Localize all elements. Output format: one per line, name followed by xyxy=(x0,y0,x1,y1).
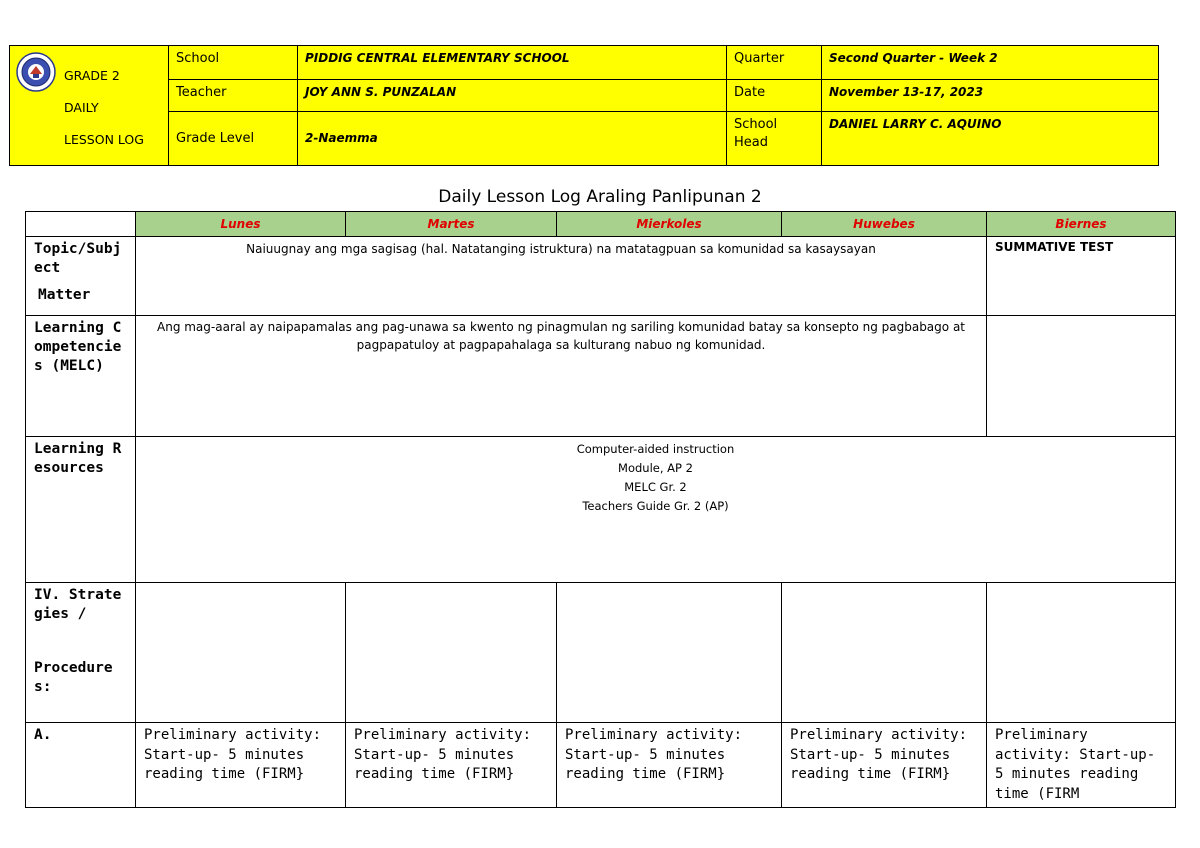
grade-label: Grade Level xyxy=(169,112,298,166)
resources-label: Learning Resources xyxy=(26,437,136,583)
date-value: November 13-17, 2023 xyxy=(822,80,1159,112)
resource-item: MELC Gr. 2 xyxy=(624,480,687,494)
corner-cell xyxy=(26,212,136,237)
resources-row xyxy=(26,437,1176,583)
brand-line: DAILY xyxy=(64,100,99,115)
head-label: School Head xyxy=(727,112,822,166)
topic-text: Naiuugnay ang mga sagisag (hal. Natatanging istruktura) na matatagpuan sa komunidad sa kasaysayan xyxy=(136,237,987,316)
grade-value: 2-Naemma xyxy=(298,112,727,166)
date-label: Date xyxy=(727,80,822,112)
competencies-label: Learning Competencies (MELC) xyxy=(26,316,136,437)
competencies-text: Ang mag-aaral ay naipapamalas ang pag-unawa sa kwento ng pinagmulan ng sariling komunidad batay sa konsepto ng pagbabago at pagpapatuloy at pagpapahalaga sa kulturang nabuo ng komunidad. xyxy=(136,316,987,437)
empty-cell xyxy=(136,583,346,723)
days-row xyxy=(26,212,1176,237)
teacher-label: Teacher xyxy=(169,80,298,112)
strategies-label-line: Procedures: xyxy=(34,660,113,695)
day-header: Huwebes xyxy=(782,212,987,237)
teacher-value: JOY ANN S. PUNZALAN xyxy=(298,80,727,112)
quarter-value: Second Quarter - Week 2 xyxy=(822,46,1159,80)
day-header: Lunes xyxy=(136,212,346,237)
activity-cell: Preliminary activity: Start-up- 5 minutes reading time (FIRM} xyxy=(557,723,782,808)
resources-list xyxy=(136,437,1176,583)
topic-row xyxy=(26,237,1176,316)
header-table xyxy=(9,45,1159,166)
day-header: Biernes xyxy=(987,212,1176,237)
summative-test: SUMMATIVE TEST xyxy=(987,237,1176,316)
topic-label-line: Topic/Subject xyxy=(34,241,122,276)
activity-cell: Preliminary activity: Start-up- 5 minutes reading time (FIRM} xyxy=(346,723,557,808)
resource-item: Module, AP 2 xyxy=(618,461,693,475)
school-label: School xyxy=(169,46,298,80)
strategies-row xyxy=(26,583,1176,723)
a-row xyxy=(26,723,1176,808)
brand-line: LESSON LOG xyxy=(64,132,144,147)
lesson-log-table xyxy=(25,211,1176,808)
activity-cell: Preliminary activity: Start-up- 5 minutes reading time (FIRM} xyxy=(782,723,987,808)
strategies-label-line: IV. Strategies / xyxy=(34,587,122,622)
empty-cell xyxy=(346,583,557,723)
deped-seal-icon xyxy=(16,52,56,92)
resource-item: Computer-aided instruction xyxy=(576,442,735,456)
activity-cell: Preliminary activity: Start-up- 5 minutes reading time (FIRM xyxy=(987,723,1176,808)
brand-line: GRADE 2 xyxy=(64,68,120,83)
page-title: Daily Lesson Log Araling Panlipunan 2 xyxy=(438,187,762,207)
a-label: A. xyxy=(26,723,136,808)
day-header: Mierkoles xyxy=(557,212,782,237)
day-header: Martes xyxy=(346,212,557,237)
empty-cell xyxy=(557,583,782,723)
strategies-label xyxy=(26,583,136,723)
competencies-row xyxy=(26,316,1176,437)
school-value: PIDDIG CENTRAL ELEMENTARY SCHOOL xyxy=(298,46,727,80)
head-value: DANIEL LARRY C. AQUINO xyxy=(822,112,1159,166)
activity-cell: Preliminary activity: Start-up- 5 minutes reading time (FIRM} xyxy=(136,723,346,808)
empty-cell xyxy=(987,583,1176,723)
resource-item: Teachers Guide Gr. 2 (AP) xyxy=(582,499,729,513)
quarter-label: Quarter xyxy=(727,46,822,80)
topic-label-line: Matter xyxy=(38,287,91,303)
topic-label xyxy=(26,237,136,316)
brand-cell xyxy=(10,46,169,166)
empty-cell xyxy=(987,316,1176,437)
empty-cell xyxy=(782,583,987,723)
